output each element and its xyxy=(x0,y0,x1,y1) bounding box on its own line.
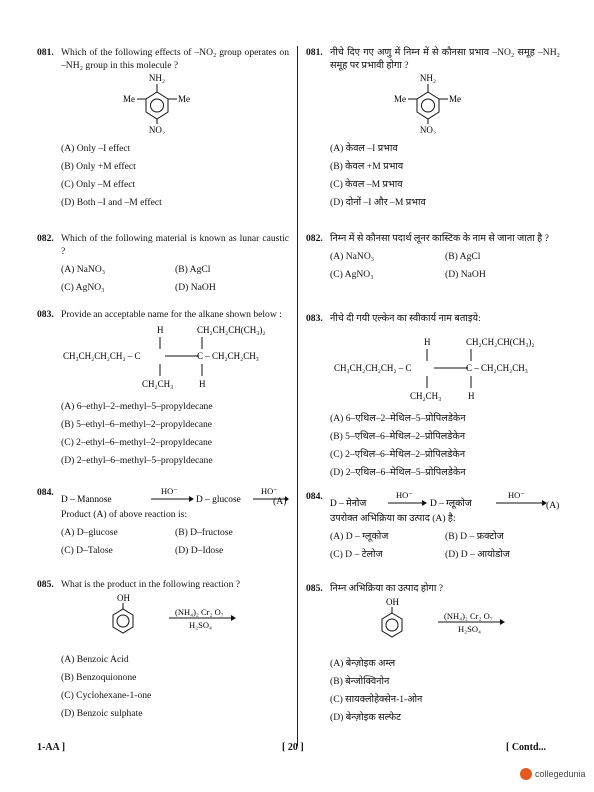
option-d[interactable]: (D) NaOH xyxy=(445,269,486,280)
question-number: 085. xyxy=(306,583,323,594)
option-c[interactable]: (C) AgNO₃ xyxy=(61,282,105,293)
question-number: 083. xyxy=(37,309,54,320)
option-c[interactable]: (C) Only –M effect xyxy=(61,179,136,190)
option-d[interactable]: (D) बेन्ज़ोइक सल्फेट xyxy=(330,712,401,723)
question-number: 082. xyxy=(37,233,54,244)
option-b[interactable]: (B) बेन्जोक्विनोन xyxy=(330,676,390,687)
reagent-bottom: H₂SO₄ xyxy=(189,620,212,630)
question-text: Provide an acceptable name for the alkane shown below : xyxy=(61,309,282,320)
reactant: D – मेनोज xyxy=(330,499,367,509)
left-chain: CH₃CH₂CH₂CH₂ – C xyxy=(63,351,141,361)
option-c[interactable]: (C) D–Talose xyxy=(61,545,113,556)
option-b[interactable]: (B) AgCl xyxy=(175,264,211,275)
option-d[interactable]: (D) 2–ethyl–6–methyl–5–propyldecane xyxy=(61,455,213,466)
option-d[interactable]: (D) NaOH xyxy=(175,282,216,293)
logo-text: collegedunia xyxy=(535,769,586,779)
page-number: [ 20 ] xyxy=(282,742,304,753)
option-d[interactable]: (D) दोनों –I और –M प्रभाव xyxy=(330,197,426,208)
question-number: 081. xyxy=(306,47,323,58)
left-chain: CH₃CH₂CH₂CH₂ – C xyxy=(334,363,412,373)
question-number: 082. xyxy=(306,233,323,244)
option-c[interactable]: (C) Cyclohexane-1-one xyxy=(61,690,152,701)
option-a[interactable]: (A) केवल –I प्रभाव xyxy=(330,143,398,154)
nh2-label: NH₂ xyxy=(419,73,437,83)
h-label-2: H xyxy=(199,379,206,389)
branch-top: CH₂CH₂CH(CH₃)₂ xyxy=(466,337,535,347)
option-c[interactable]: (C) D – टेलोज xyxy=(330,549,383,560)
question-number: 081. xyxy=(37,47,54,58)
reagent-1: HO⁻ xyxy=(396,490,413,500)
option-a[interactable]: (A) 6–एथिल–2–मेथिल–5–प्रोपिलडेकेन xyxy=(330,413,466,424)
reagent-top: (NH₄)₂ Cr₂ O₇ xyxy=(444,611,493,621)
option-c[interactable]: (C) केवल –M प्रभाव xyxy=(330,179,403,190)
reagent-top: (NH₄)₂ Cr₂ O₇ xyxy=(175,607,224,617)
option-a[interactable]: (A) NaNO₃ xyxy=(61,264,106,275)
question-text: Product (A) of above reaction is: xyxy=(61,509,188,520)
h-label-1: H xyxy=(424,337,431,347)
option-a[interactable]: (A) NaNO₃ xyxy=(330,251,375,262)
product-label: (A) xyxy=(546,500,560,511)
question-text: नीचे दिए गए अणु में निम्न में से कौनसा प्रभाव –NO₂ समूह –NH₂ समूह पर प्रभावी होगा ? xyxy=(330,47,560,71)
footer-contd: [ Contd... xyxy=(506,742,547,753)
option-a[interactable]: (A) 6–ethyl–2–methyl–5–propyldecane xyxy=(61,401,213,412)
option-c[interactable]: (C) 2–एथिल–6–मेथिल–2–प्रोपिलडेकेन xyxy=(330,449,466,460)
ethyl-bottom: CH₂CH₃ xyxy=(142,379,174,389)
h-label-1: H xyxy=(157,325,164,335)
alkane-structure xyxy=(37,323,289,395)
no2-label: NO₂ xyxy=(148,125,166,134)
nitroaniline-structure xyxy=(380,72,480,134)
phenol-reaction xyxy=(97,591,297,641)
question-83-hi xyxy=(306,312,560,482)
question-85 xyxy=(37,578,289,723)
ethyl-bottom: CH₂CH₃ xyxy=(410,391,442,401)
question-text: Which of the following material is known as lunar caustic ? xyxy=(61,233,289,257)
option-b[interactable]: (B) D – फ्रक्टोज xyxy=(445,531,504,542)
question-number: 085. xyxy=(37,579,54,590)
methyl-right-label: Me xyxy=(449,94,461,104)
question-84-hi xyxy=(306,490,560,564)
question-text: Which of the following effects of –NO₂ group operates on –NH₂ group in this molecule ? xyxy=(61,47,289,71)
oh-label: OH xyxy=(386,597,399,607)
alkane-structure xyxy=(306,335,560,407)
question-number: 084. xyxy=(37,487,54,498)
option-a[interactable]: (A) बेन्ज़ोइक अम्ल xyxy=(330,658,396,669)
intermediate: D – glucose xyxy=(196,495,241,505)
option-b[interactable]: (B) D–fructose xyxy=(175,527,233,538)
question-text: What is the product in the following reaction ? xyxy=(61,579,241,590)
methyl-right-label: Me xyxy=(178,94,190,104)
reaction-84 xyxy=(61,486,289,508)
product-label: (A) xyxy=(273,496,287,507)
reactant: D – Mannose xyxy=(61,495,112,505)
phenol-reaction xyxy=(366,595,566,645)
question-text: निम्न अभिक्रिया का उत्पाद होगा ? xyxy=(330,583,443,594)
footer-code: 1-AA ] xyxy=(37,742,66,753)
question-81-hi xyxy=(306,46,560,212)
option-b[interactable]: (B) Only +M effect xyxy=(61,161,136,172)
question-85-hi xyxy=(306,582,560,727)
right-chain: C – CH₂CH₂CH₃ xyxy=(197,351,259,361)
branch-top: CH₂CH₂CH(CH₃)₂ xyxy=(197,325,266,335)
reagent-bottom: H₂SO₄ xyxy=(458,624,481,634)
option-b[interactable]: (B) Benzoquionone xyxy=(61,672,137,683)
nh2-label: NH₂ xyxy=(148,73,166,83)
option-c[interactable]: (C) 2–ethyl–6–methyl–2–propyldecane xyxy=(61,437,213,448)
question-83 xyxy=(37,308,289,470)
reagent-2: HO⁻ xyxy=(261,486,278,496)
logo-icon xyxy=(520,768,532,780)
option-b[interactable]: (B) 5–एथिल–6–मेथिल–2–प्रोपिलडेकेन xyxy=(330,431,466,442)
option-a[interactable]: (A) Benzoic Acid xyxy=(61,654,129,665)
column-divider xyxy=(297,46,298,746)
no2-label: NO₂ xyxy=(419,125,437,134)
option-a[interactable]: (A) D – ग्लूकोज xyxy=(330,531,389,542)
option-a[interactable]: (A) D–glucose xyxy=(61,527,118,538)
reaction-84 xyxy=(330,490,550,512)
question-text: उपरोक्त अभिक्रिया का उत्पाद (A) है: xyxy=(330,513,456,524)
question-84 xyxy=(37,486,289,560)
option-b[interactable]: (B) AgCl xyxy=(445,251,481,262)
question-text: नीचे दी गयी एल्केन का स्वीकार्य नाम बताइये: xyxy=(330,313,481,324)
option-b[interactable]: (B) 5–ethyl–6–methyl–2–propyldecane xyxy=(61,419,213,430)
option-c[interactable]: (C) सायक्लोहेक्सेन-1-ओन xyxy=(330,694,423,705)
option-d[interactable]: (D) D–Idose xyxy=(175,545,224,556)
methyl-left-label: Me xyxy=(123,94,135,104)
option-a[interactable]: (A) Only –I effect xyxy=(61,143,131,154)
h-label-2: H xyxy=(468,391,475,401)
question-82 xyxy=(37,232,289,297)
oh-label: OH xyxy=(117,593,130,603)
option-d[interactable]: (D) 2–एथिल–6–मेथिल–5–प्रोपिलडेकेन xyxy=(330,467,466,478)
reagent-1: HO⁻ xyxy=(161,486,178,496)
question-text: निम्न में से कौनसा पदार्थ लूनर कास्टिक के नाम से जाना जाता है ? xyxy=(330,233,549,244)
option-c[interactable]: (C) AgNO₃ xyxy=(330,269,374,280)
reagent-2: HO⁻ xyxy=(508,490,525,500)
nitroaniline-structure xyxy=(109,72,209,134)
question-82-hi xyxy=(306,232,560,284)
question-number: 084. xyxy=(306,491,323,502)
right-chain: C – CH₂CH₂CH₃ xyxy=(466,363,528,373)
intermediate: D – ग्लूकोज xyxy=(430,499,472,509)
question-81 xyxy=(37,46,289,212)
methyl-left-label: Me xyxy=(394,94,406,104)
option-d[interactable]: (D) Both –I and –M effect xyxy=(61,197,162,208)
question-number: 083. xyxy=(306,313,323,324)
option-d[interactable]: (D) Benzoic sulphate xyxy=(61,708,143,719)
watermark-logo xyxy=(520,768,586,780)
option-d[interactable]: (D) D – आयोडोज xyxy=(445,549,510,560)
option-b[interactable]: (B) केवल +M प्रभाव xyxy=(330,161,404,172)
